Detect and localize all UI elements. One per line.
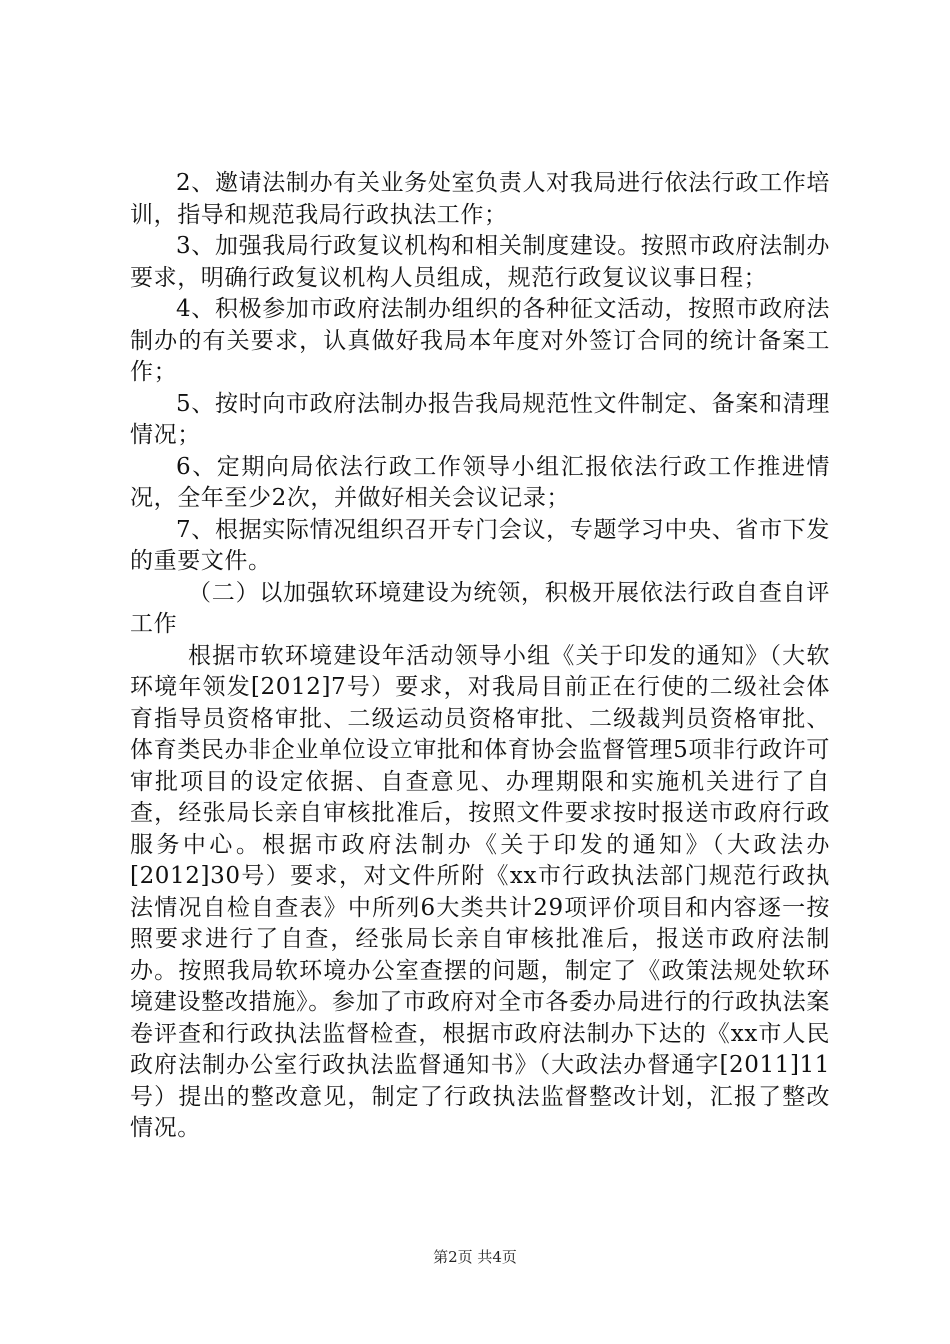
list-item-2: 2、邀请法制办有关业务处室负责人对我局进行依法行政工作培训，指导和规范我局行政执法工作； xyxy=(130,170,830,228)
list-item-3: 3、加强我局行政复议机构和相关制度建设。按照市政府法制办要求，明确行政复议机构人员组成，规范行政复议议事日程； xyxy=(130,233,830,291)
page-footer: 第2页 共4页 xyxy=(433,1248,517,1266)
list-item-4: 4、积极参加市政府法制办组织的各种征文活动，按照市政府法制办的有关要求，认真做好我局本年度对外签订合同的统计备案工作； xyxy=(130,296,830,385)
list-item-6: 6、定期向局依法行政工作领导小组汇报依法行政工作推进情况，全年至少2次，并做好相关会议记录； xyxy=(130,453,830,511)
section-heading: （二）以加强软环境建设为统领，积极开展依法行政自查自评工作 xyxy=(130,579,830,637)
list-item-5: 5、按时向市政府法制办报告我局规范性文件制定、备案和清理情况； xyxy=(130,390,830,448)
list-item-7: 7、根据实际情况组织召开专门会议，专题学习中央、省市下发的重要文件。 xyxy=(130,516,830,574)
body-paragraph: 根据市软环境建设年活动领导小组《关于印发的通知》（大软环境年领发[2012]7号）要求，对我局目前正在行使的二级社会体育指导员资格审批、二级运动员资格审批、二级裁判员资格审批、体育类民办非企业单位设立审批和体育协会监督管理5项非行政许可审批项目的设定依据、自查意见、办理期限和实施机关进行了自查，经张局长亲自审核批准后，按照文件要求按时报送市政府行政服务中心。根据市政府法制办《关于印发的通知》（大政法办[2012]30号）要求，对文件所附《xx市行政执法部门规范行政执法情况自检自查表》中所列6大类共计29项评价项目和内容逐一按照要求进行了自查，经张局长亲自审核批准后，报送市政府法制办。按照我局软环境办公室查摆的问题，制定了《政策法规处软环境建设整改措施》。参加了市政府对全市各委办局进行的行政执法案卷评查和行政执法监督检查，根据市政府法制办下达的《xx市人民政府法制办公室行政执法监督通知书》（大政法办督通字[2011]11号）提出的整改意见，制定了行政执法监督整改计划，汇报了整改情况。 xyxy=(130,642,830,1141)
document-body xyxy=(130,168,830,1145)
